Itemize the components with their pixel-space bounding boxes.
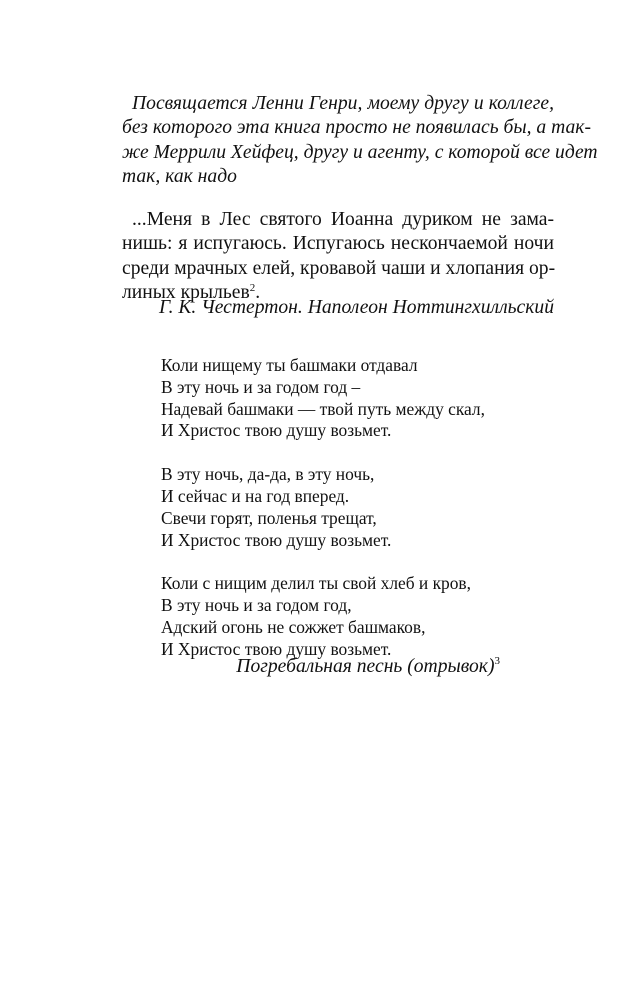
poem-line: И Христос твою душу возьмет. <box>161 529 392 550</box>
poem-source <box>122 655 500 679</box>
poem-line: Адский огонь не сожжет башмаков, <box>161 616 426 637</box>
poem-stanza <box>161 573 521 660</box>
dedication-line: Посвящается Ленни Генри, моему другу и коллеге, <box>132 93 554 114</box>
poem-line: В эту ночь, да-да, в эту ночь, <box>161 464 375 485</box>
epigraph <box>122 208 554 306</box>
poem-line: И сейчас и на год вперед. <box>161 485 350 506</box>
epigraph-line: среди мрачных елей, кровавой чаши и хлопания ор- <box>122 257 556 279</box>
poem-line: Коли с нищим делил ты свой хлеб и кров, <box>161 573 471 594</box>
poem-line: И Христос твою душу возьмет. <box>161 420 392 441</box>
poem-line: Коли нищему ты башмаки отдавал <box>161 355 418 375</box>
epigraph-closing: . <box>255 282 261 304</box>
poem <box>161 355 521 683</box>
dedication-line: так, как надо <box>122 166 237 188</box>
epigraph-line: линых крыльев <box>122 282 250 304</box>
epigraph-line: нишь: я испугаюсь. Испугаюсь нескончаемой ночи <box>122 233 554 255</box>
footnote-mark: 3 <box>494 655 500 667</box>
epigraph-line: ...Меня в Лес святого Иоанна дуриком не зама- <box>132 209 554 230</box>
dedication-line: без которого эта книга просто не появилась бы, а так- <box>122 117 591 139</box>
poem-line: В эту ночь и за годом год, <box>161 595 352 616</box>
poem-line: В эту ночь и за годом год – <box>161 376 361 397</box>
footnote-mark: 2 <box>249 282 256 295</box>
poem-stanza <box>161 355 521 442</box>
poem-line: Свечи горят, поленья трещат, <box>161 507 377 528</box>
poem-line: И Христос твою душу возьмет. <box>161 638 392 659</box>
dedication-line: же Меррили Хейфец, другу и агенту, с которой все идет <box>122 141 598 163</box>
poem-line: Надевай башмаки — твой путь между скал, <box>161 398 485 419</box>
epigraph-attribution: Г. К. Честертон. Наполеон Ноттингхилльский <box>158 297 554 318</box>
dedication <box>122 92 598 190</box>
poem-stanza <box>161 464 521 551</box>
poem-source-text: Погребальная песнь (отрывок) <box>236 656 495 677</box>
